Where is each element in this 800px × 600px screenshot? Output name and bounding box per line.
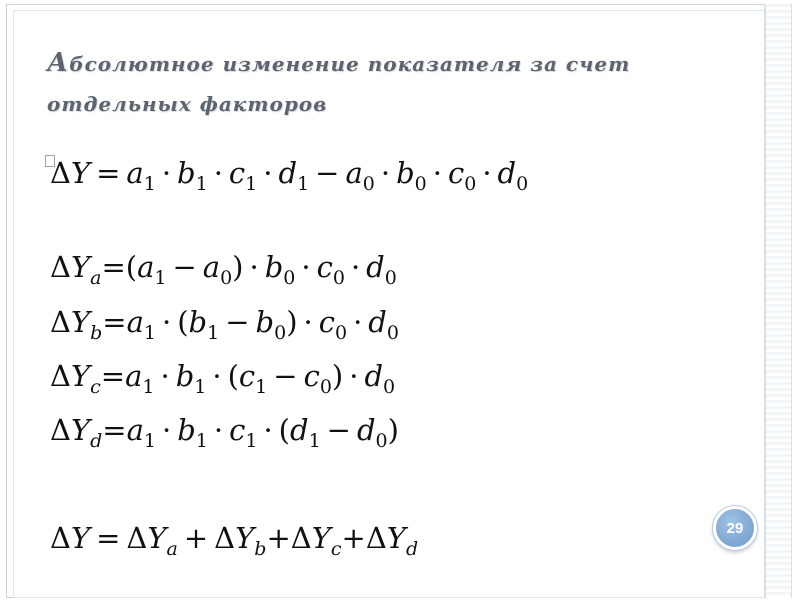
formula-change-by-a: $\Delta Y_a=(a_1 - a_0) \cdot b_0 \cdot c_0 \cdot d_0$: [50, 250, 397, 289]
page-number-badge: 29: [713, 506, 757, 550]
slide-title: [47, 44, 697, 125]
formula-change-by-c: $\Delta Y_c=a_1 \cdot b_1 \cdot (c_1 - c_0) \cdot d_0$: [50, 359, 396, 398]
slide-decorative-strip: [764, 4, 792, 598]
formula-change-by-b: $\Delta Y_b=a_1 \cdot (b_1 - b_0) \cdot c_0 \cdot d_0$: [50, 305, 399, 344]
formula-change-by-d: $\Delta Y_d=a_1 \cdot b_1 \cdot c_1 \cdot (d_1 - d_0)$: [50, 413, 399, 452]
formula-sum-of-factors: $\Delta Y = \Delta Y_a + \Delta Y_b+\Delta Y_c+\Delta Y_d$: [50, 521, 419, 560]
formula-total-change: $\Delta Y = a_1 \cdot b_1 \cdot c_1 \cdot d_1 - a_0 \cdot b_0 \cdot c_0 \cdot d_0$: [50, 156, 529, 195]
title-initial-letter: А: [47, 48, 70, 78]
title-line-1: бсолютное изменение показателя за счет: [69, 52, 631, 76]
title-line-2: отдельных факторов: [47, 92, 328, 116]
